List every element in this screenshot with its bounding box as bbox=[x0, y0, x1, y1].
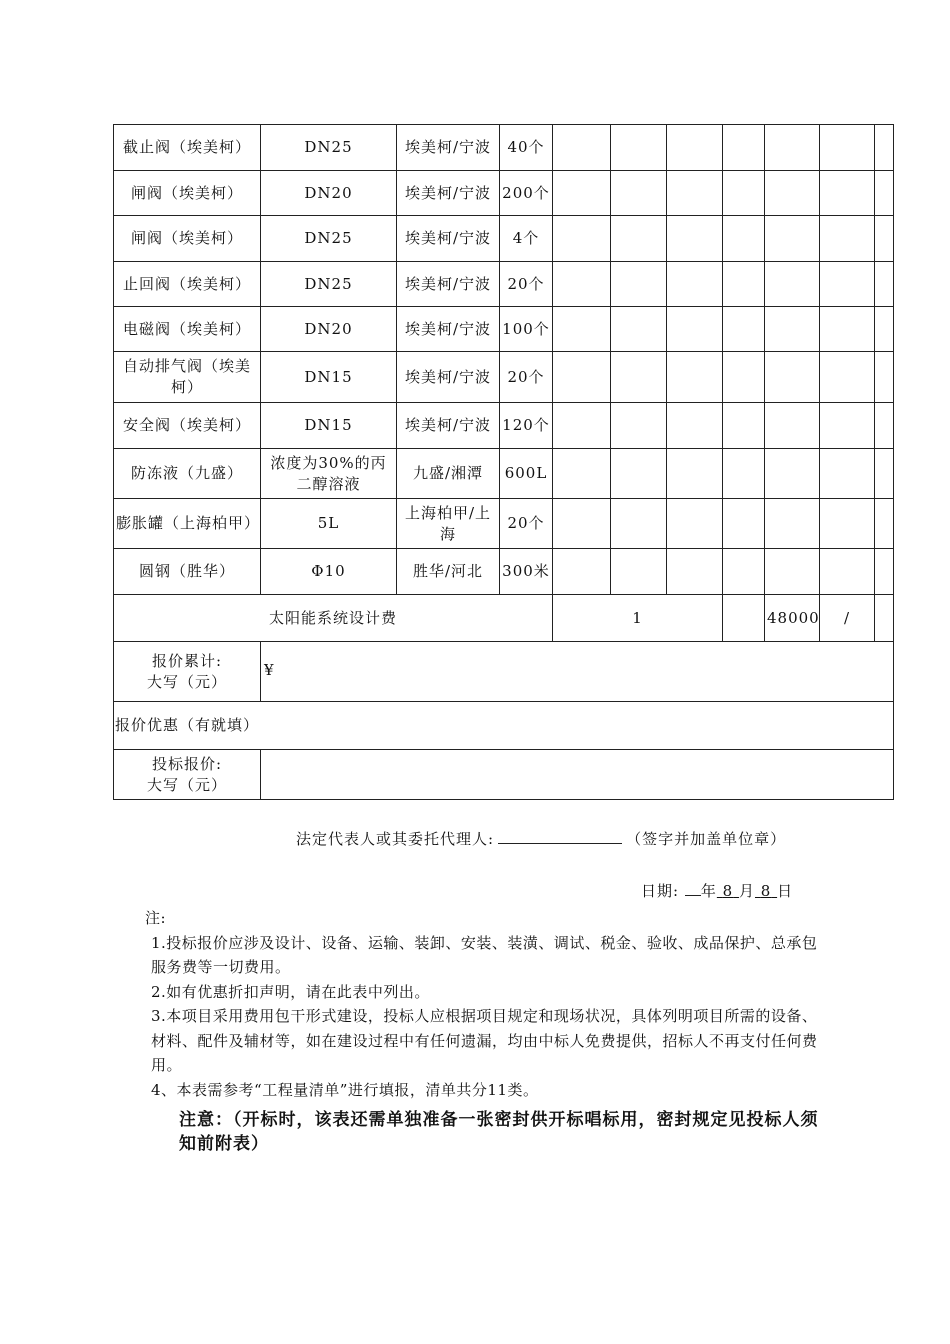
item-spec: Φ10 bbox=[261, 549, 397, 595]
item-qty: 20个 bbox=[500, 262, 553, 307]
item-qty: 20个 bbox=[500, 499, 553, 549]
empty-cell[interactable] bbox=[765, 307, 820, 352]
item-row bbox=[114, 125, 894, 171]
empty-cell[interactable] bbox=[875, 125, 894, 171]
empty-cell[interactable] bbox=[553, 449, 611, 499]
empty-cell bbox=[723, 595, 765, 642]
empty-cell[interactable] bbox=[553, 125, 611, 171]
item-spec: 浓度为30%的丙二醇溶液 bbox=[261, 449, 397, 499]
empty-cell[interactable] bbox=[667, 499, 723, 549]
design-fee-label: 太阳能系统设计费 bbox=[114, 595, 553, 642]
quote-total-value[interactable]: ¥ bbox=[261, 642, 894, 702]
item-qty: 300米 bbox=[500, 549, 553, 595]
month-value bbox=[717, 882, 739, 900]
item-brand: 九盛/湘潭 bbox=[397, 449, 500, 499]
year-blank[interactable] bbox=[685, 882, 701, 896]
empty-cell[interactable] bbox=[553, 352, 611, 403]
empty-cell[interactable] bbox=[667, 549, 723, 595]
empty-cell[interactable] bbox=[820, 171, 875, 216]
empty-cell[interactable] bbox=[820, 449, 875, 499]
empty-cell[interactable] bbox=[611, 216, 667, 262]
day-unit: 日 bbox=[777, 882, 794, 900]
empty-cell[interactable] bbox=[553, 171, 611, 216]
discount-row bbox=[114, 702, 894, 750]
signature-line bbox=[296, 828, 786, 849]
empty-cell[interactable] bbox=[765, 262, 820, 307]
empty-cell[interactable] bbox=[611, 449, 667, 499]
empty-cell[interactable] bbox=[553, 307, 611, 352]
empty-cell[interactable] bbox=[765, 171, 820, 216]
design-fee-slash: / bbox=[820, 595, 875, 642]
discount-label: 报价优惠（有就填） bbox=[114, 702, 894, 750]
item-qty: 40个 bbox=[500, 125, 553, 171]
item-qty: 20个 bbox=[500, 352, 553, 403]
design-fee-price: 48000 bbox=[765, 595, 820, 642]
empty-cell[interactable] bbox=[820, 549, 875, 595]
empty-cell[interactable] bbox=[723, 307, 765, 352]
quote-total-row bbox=[114, 642, 894, 702]
empty-cell[interactable] bbox=[553, 403, 611, 449]
item-rows bbox=[114, 125, 894, 595]
item-spec: DN25 bbox=[261, 262, 397, 307]
empty-cell[interactable] bbox=[667, 216, 723, 262]
item-spec: DN25 bbox=[261, 216, 397, 262]
bid-price-line1: 投标报价: bbox=[151, 754, 223, 773]
item-qty: 120个 bbox=[500, 403, 553, 449]
empty-cell[interactable] bbox=[875, 449, 894, 499]
item-qty: 100个 bbox=[500, 307, 553, 352]
item-row bbox=[114, 262, 894, 307]
item-name: 闸阀（埃美柯） bbox=[114, 216, 261, 262]
empty-cell[interactable] bbox=[611, 352, 667, 403]
empty-cell[interactable] bbox=[553, 216, 611, 262]
design-fee-row bbox=[114, 595, 894, 642]
item-row bbox=[114, 216, 894, 262]
empty-cell[interactable] bbox=[553, 549, 611, 595]
empty-cell[interactable] bbox=[611, 549, 667, 595]
empty-cell[interactable] bbox=[667, 352, 723, 403]
empty-cell[interactable] bbox=[611, 403, 667, 449]
empty-cell[interactable] bbox=[765, 499, 820, 549]
empty-cell[interactable] bbox=[667, 403, 723, 449]
empty-cell[interactable] bbox=[611, 499, 667, 549]
item-name: 膨胀罐（上海柏甲） bbox=[114, 499, 261, 549]
item-brand: 埃美柯/宁波 bbox=[397, 403, 500, 449]
empty-cell[interactable] bbox=[875, 262, 894, 307]
bid-price-row bbox=[114, 750, 894, 800]
empty-cell[interactable] bbox=[820, 499, 875, 549]
empty-cell[interactable] bbox=[611, 262, 667, 307]
year-unit: 年 bbox=[700, 882, 717, 900]
quote-total-line1: 报价累计: bbox=[151, 651, 223, 670]
empty-cell[interactable] bbox=[875, 171, 894, 216]
item-brand: 埃美柯/宁波 bbox=[397, 125, 500, 171]
attention-note: 注意：（开标时，该表还需单独准备一张密封供开标唱标用，密封规定见投标人须知前附表） bbox=[179, 1110, 819, 1154]
empty-cell[interactable] bbox=[723, 171, 765, 216]
empty-cell[interactable] bbox=[667, 449, 723, 499]
empty-cell[interactable] bbox=[875, 216, 894, 262]
item-brand: 上海柏甲/上海 bbox=[397, 499, 500, 549]
empty-cell[interactable] bbox=[820, 262, 875, 307]
item-name: 圆钢（胜华） bbox=[114, 549, 261, 595]
item-name: 止回阀（埃美柯） bbox=[114, 262, 261, 307]
empty-cell[interactable] bbox=[820, 352, 875, 403]
month-number: 8 bbox=[722, 882, 734, 900]
empty-cell[interactable] bbox=[765, 449, 820, 499]
item-spec: DN15 bbox=[261, 403, 397, 449]
item-brand: 埃美柯/宁波 bbox=[397, 307, 500, 352]
item-brand: 埃美柯/宁波 bbox=[397, 216, 500, 262]
item-spec: 5L bbox=[261, 499, 397, 549]
item-name: 防冻液（九盛） bbox=[114, 449, 261, 499]
empty-cell[interactable] bbox=[667, 125, 723, 171]
empty-cell[interactable] bbox=[820, 216, 875, 262]
quote-total-line2: 大写（元） bbox=[146, 672, 227, 691]
month-unit: 月 bbox=[738, 882, 755, 900]
empty-cell[interactable] bbox=[875, 403, 894, 449]
item-row bbox=[114, 171, 894, 216]
item-row bbox=[114, 403, 894, 449]
item-name: 自动排气阀（埃美柯） bbox=[114, 352, 261, 403]
quote-total-label bbox=[114, 642, 261, 702]
notes-heading: 注: bbox=[145, 909, 167, 927]
empty-cell[interactable] bbox=[765, 216, 820, 262]
signature-suffix: （签字并加盖单位章） bbox=[626, 830, 787, 848]
item-spec: DN20 bbox=[261, 171, 397, 216]
empty-cell[interactable] bbox=[875, 352, 894, 403]
item-row bbox=[114, 499, 894, 549]
item-name: 安全阀（埃美柯） bbox=[114, 403, 261, 449]
item-row bbox=[114, 352, 894, 403]
date-line bbox=[641, 880, 793, 901]
design-fee-qty: 1 bbox=[553, 595, 723, 642]
empty-cell[interactable] bbox=[723, 262, 765, 307]
empty-cell[interactable] bbox=[820, 307, 875, 352]
empty-cell[interactable] bbox=[820, 403, 875, 449]
signature-label: 法定代表人或其委托代理人: bbox=[296, 830, 495, 848]
empty-cell[interactable] bbox=[667, 307, 723, 352]
item-spec: DN15 bbox=[261, 352, 397, 403]
empty-cell[interactable] bbox=[765, 549, 820, 595]
item-row bbox=[114, 549, 894, 595]
empty-cell[interactable] bbox=[667, 262, 723, 307]
bid-price-label bbox=[114, 750, 261, 800]
empty-cell[interactable] bbox=[723, 449, 765, 499]
empty-cell[interactable] bbox=[611, 307, 667, 352]
empty-cell[interactable] bbox=[553, 262, 611, 307]
empty-cell[interactable] bbox=[875, 499, 894, 549]
empty-cell[interactable] bbox=[611, 125, 667, 171]
item-brand: 胜华/河北 bbox=[397, 549, 500, 595]
empty-cell[interactable] bbox=[875, 549, 894, 595]
empty-cell[interactable] bbox=[820, 125, 875, 171]
item-name: 截止阀（埃美柯） bbox=[114, 125, 261, 171]
item-row bbox=[114, 449, 894, 499]
empty-cell[interactable] bbox=[553, 499, 611, 549]
item-brand: 埃美柯/宁波 bbox=[397, 262, 500, 307]
day-number: 8 bbox=[760, 882, 772, 900]
empty-cell[interactable] bbox=[723, 499, 765, 549]
empty-cell[interactable] bbox=[875, 307, 894, 352]
empty-cell[interactable] bbox=[611, 171, 667, 216]
item-name: 闸阀（埃美柯） bbox=[114, 171, 261, 216]
note-4: 4、本表需参考“工程量清单”进行填报，清单共分11类。 bbox=[151, 1080, 539, 1099]
item-qty: 200个 bbox=[500, 171, 553, 216]
empty-cell[interactable] bbox=[723, 549, 765, 595]
day-value bbox=[755, 882, 777, 900]
empty-cell bbox=[875, 595, 894, 642]
empty-cell[interactable] bbox=[765, 403, 820, 449]
empty-cell[interactable] bbox=[667, 171, 723, 216]
item-spec: DN20 bbox=[261, 307, 397, 352]
empty-cell[interactable] bbox=[765, 352, 820, 403]
empty-cell[interactable] bbox=[765, 125, 820, 171]
empty-cell[interactable] bbox=[723, 216, 765, 262]
item-spec: DN25 bbox=[261, 125, 397, 171]
bid-price-value[interactable] bbox=[261, 750, 894, 800]
notes-section bbox=[145, 906, 825, 1156]
empty-cell[interactable] bbox=[723, 352, 765, 403]
item-row bbox=[114, 307, 894, 352]
empty-cell[interactable] bbox=[723, 403, 765, 449]
item-brand: 埃美柯/宁波 bbox=[397, 171, 500, 216]
item-qty: 600L bbox=[500, 449, 553, 499]
date-label: 日期: bbox=[641, 882, 680, 900]
item-name: 电磁阀（埃美柯） bbox=[114, 307, 261, 352]
note-2: 2.如有优惠折扣声明，请在此表中列出。 bbox=[151, 982, 430, 1001]
price-table bbox=[113, 124, 894, 800]
empty-cell[interactable] bbox=[723, 125, 765, 171]
signature-blank[interactable] bbox=[498, 829, 622, 844]
note-3: 3.本项目采用费用包干形式建设，投标人应根据项目规定和现场状况，具体列明项目所需的设备、材料、配件及辅材等，如在建设过程中有任何遗漏，均由中标人免费提供，招标人不再支付任何费用。 bbox=[151, 1007, 818, 1074]
bid-price-line2: 大写（元） bbox=[146, 775, 227, 794]
item-brand: 埃美柯/宁波 bbox=[397, 352, 500, 403]
note-1: 1.投标报价应涉及设计、设备、运输、装卸、安装、装潢、调试、税金、验收、成品保护、总承包服务费等一切费用。 bbox=[151, 933, 818, 976]
item-qty: 4个 bbox=[500, 216, 553, 262]
